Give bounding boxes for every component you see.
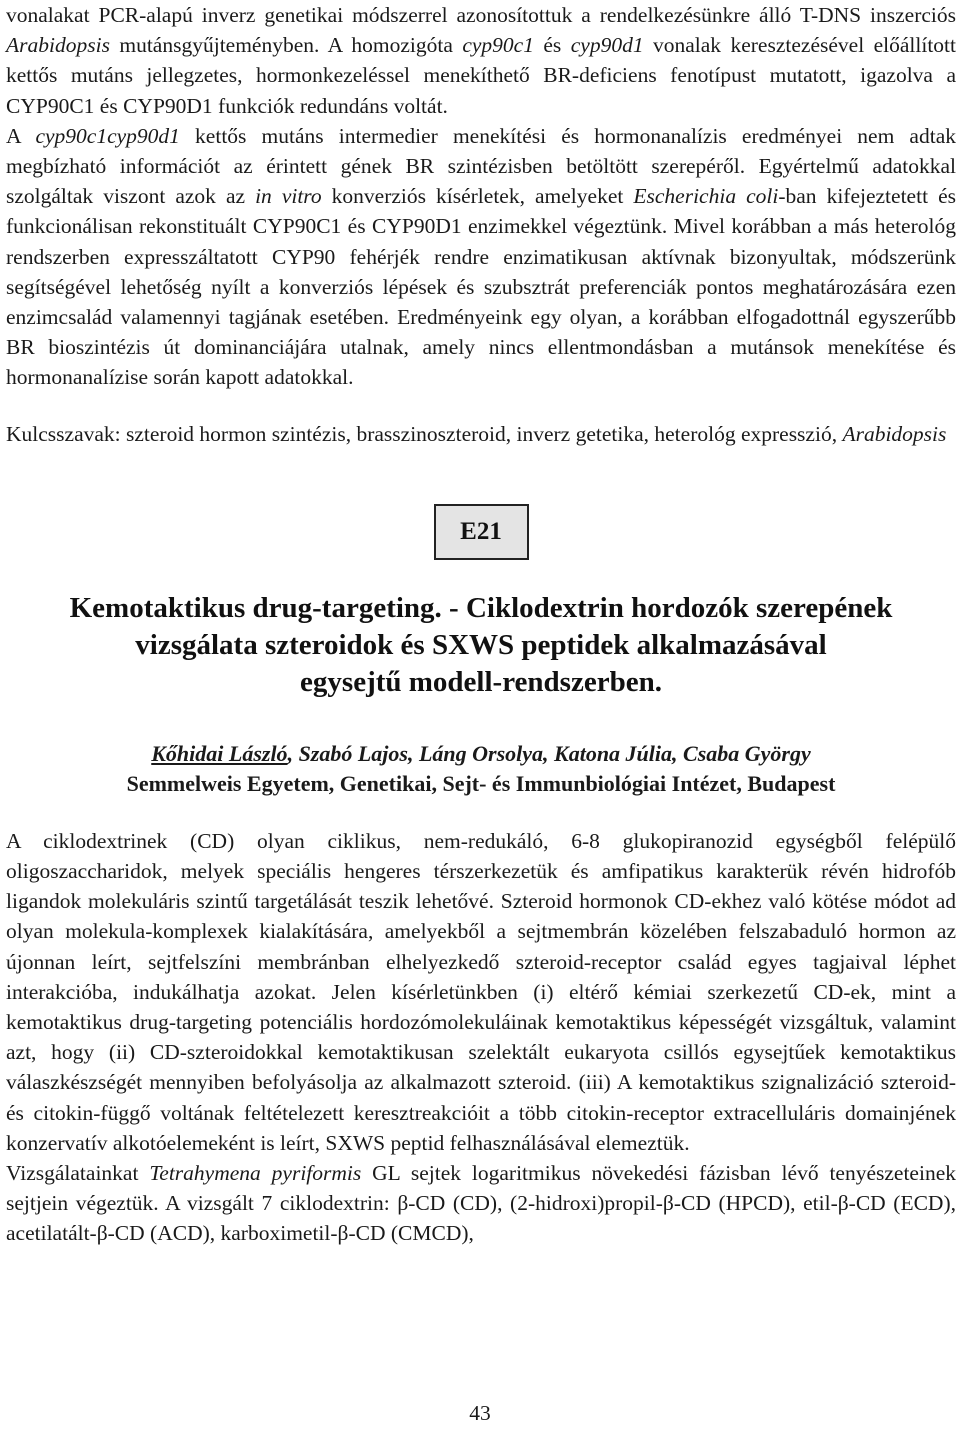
text-run: GL sejtek logaritmikus növekedési fázisban lévő tenyészeteinek sejtjein végeztük. A vizsgált 7 ciklodextrin: β-CD (CD), (2-hidroxi)propil-β-CD (HPCD), etil-β-CD (ECD), acetilatált-β-CD (ACD), karboximetil-β-CD (CMCD), (6, 1161, 956, 1246)
italic-text: cyp90c1cyp90d1 (35, 123, 180, 148)
abstract-code-wrap (6, 504, 956, 562)
italic-text: in vitro (255, 184, 322, 209)
author-list (6, 739, 956, 769)
abstract-code-box: E21 (434, 504, 529, 560)
abstract-title (6, 590, 956, 701)
text-run: Vizsgálatainkat (6, 1161, 150, 1186)
page-content (6, 0, 956, 1249)
co-authors: , Szabó Lajos, Láng Orsolya, Katona Júlia, Csaba György (287, 740, 811, 766)
page-number: 43 (469, 1401, 491, 1425)
affiliation: Semmelweis Egyetem, Genetikai, Sejt- és Immunbiológiai Intézet, Budapest (126, 770, 836, 796)
abstract-paragraph-2 (6, 1158, 956, 1249)
abstract-title-line-1: Kemotaktikus drug-targeting. - Ciklodextrin hordozók szerepének (69, 591, 893, 624)
text-run: és (533, 33, 571, 58)
intro-paragraph-2 (6, 121, 956, 393)
text-run: A (6, 123, 36, 148)
abstract-paragraph-1 (6, 826, 956, 1158)
text-run: vonalakat PCR-alapú inverz genetikai módszerrel azonosítottuk a rendelkezésünkre álló T-DNS inszerciós (6, 3, 956, 27)
italic-text: cyp90d1 (570, 33, 644, 58)
text-run: -ban kifejeztetett és funkcionálisan rekonstituált CYP90C1 és CYP90D1 enzimekkel végeztünk. Mivel korábban a más heterológ rendszerben expresszáltatott CYP90 fehérjék rendre enzimatikusan aktívnak bizonyultak, módszerünk segítségével lehetőség nyílt a konverziós lépések és szubsztrát preferenciák pontos meghatározására ezen enzimcsalád valamennyi tagjának esetében. Eredményeink egy olyan, a korábban elfogadottnál egyszerűbb BR bioszintézis út dominanciájára utalnak, amely nincs ellentmondásban a mutánsok menekítése és hormonanalízise során kapott adatokkal. (6, 184, 956, 390)
italic-text: Arabidopsis (842, 421, 947, 446)
italic-text: Escherichia coli (633, 184, 779, 209)
italic-text: cyp90c1 (462, 33, 534, 58)
spacer (6, 393, 956, 419)
text-run: A ciklodextrinek (CD) olyan ciklikus, nem-redukáló, 6-8 glukopiranozid egységből felépülő oligoszaccharidok, melyek speciális hengeres térszerkezetük és amfipatikus karakterük révén hidrofób ligandok molekuláris szintű targetálását teszik lehetővé. Szteroid hormonok CD-ekhez való kötése módot ad olyan molekula-komplexek kialakítására, amelyekből a sejtmembrán közelében felszabaduló hormon az újonnan leírt, sejtfelszíni membránban elhelyezkedő szteroid-receptor család egyes tagjaival léphet interakcióba, indukálhatja azokat. Jelen kísérletünkben (i) eltérő kémiai szerkezetű CD-ek, mint a kemotaktikus drug-targeting potenciális hordozómolekuláinak kemotaktikus képességét vizsgáltuk, valamint azt, hogy (ii) CD-szteroidokkal kemotaktikusan szelektált eukaryota csillós egysejtűek kemotaktikus válaszkészségét mennyiben befolyásolja az alkalmazott szteroid. (iii) A kemotaktikus szignalizáció szteroid- és citokin-függő voltának feltételezett keresztreakcióit a több citokin-receptor extracelluláris domainjének konzervatív alkotóelemeként is leírt, SXWS peptid felhasználásával elemeztük. (6, 828, 956, 1155)
text-run: mutánsgyűjteményben. A homozigóta (109, 33, 463, 58)
text-run: kettős mutáns intermedier menekítési és hormonanalízis eredményei nem adtak megbízható információt az érintett gének BR szintézisben betöltött szerepéről. Egyértelmű adatokkal szolgáltak viszont azok az (6, 123, 956, 209)
presenting-author: Kőhidai László (151, 740, 288, 766)
italic-text: Tetrahymena pyriformis (149, 1161, 362, 1186)
keywords (6, 419, 956, 449)
text-run: Kulcsszavak: szteroid hormon szintézis, brasszinoszteroid, inverz getetika, heterológ expresszió, (6, 421, 843, 446)
intro-paragraph-1 (6, 0, 956, 121)
abstract-title-line-3: egysejtű modell-rendszerben. (300, 665, 662, 698)
text-run: vonalak keresztezésével előállított kettős mutáns jellegzetes, hormonkezeléssel menekíthető BR-deficiens fenotípust mutatott, igazolva a CYP90C1 és CYP90D1 funkciók redundáns voltát. (6, 33, 956, 118)
italic-text: Arabidopsis (6, 33, 110, 58)
text-run: konverziós kísérletek, amelyeket (321, 184, 634, 209)
abstract-title-line-2: vizsgálata szteroidok és SXWS peptidek alkalmazásával (135, 628, 827, 661)
